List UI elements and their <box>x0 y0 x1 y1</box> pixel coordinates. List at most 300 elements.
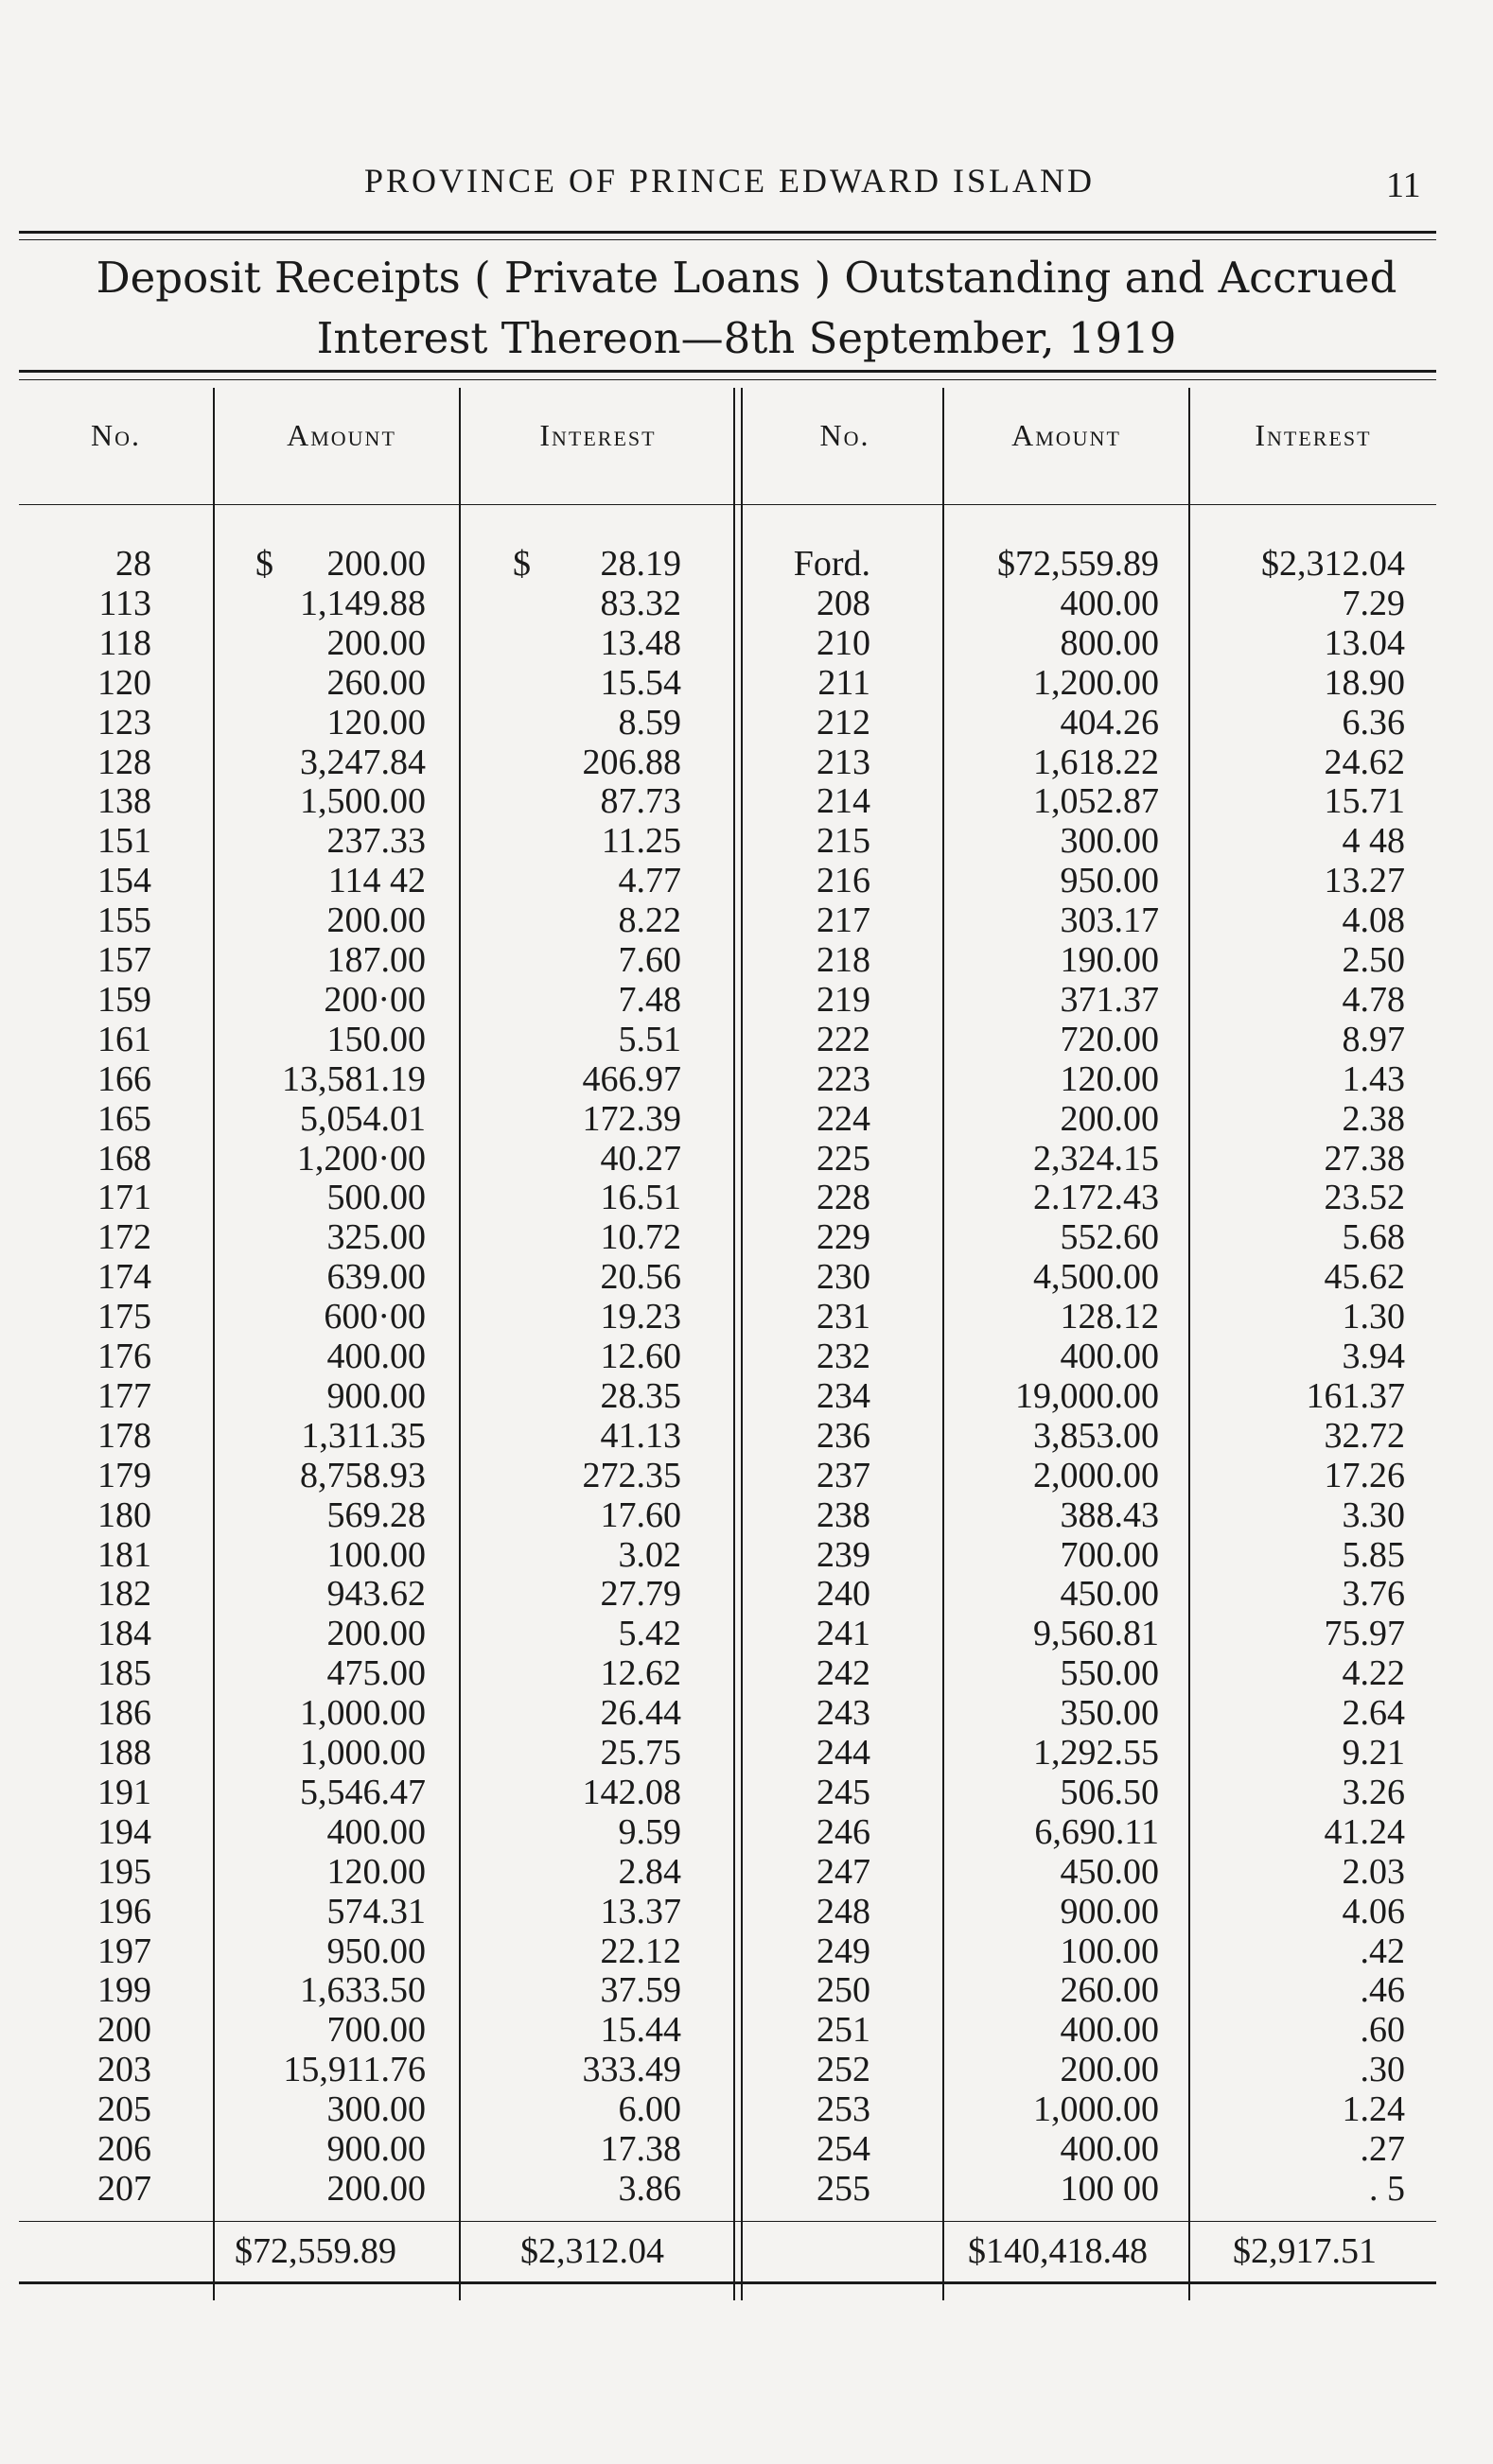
left-no: 166 <box>97 1058 151 1099</box>
left-no: 184 <box>97 1614 151 1654</box>
left-amount: 639.00 <box>326 1257 426 1298</box>
right-interest: 1.30 <box>1342 1297 1405 1337</box>
right-amount: 1,292.55 <box>1033 1733 1159 1773</box>
table-row <box>19 1852 1436 1892</box>
left-no: 157 <box>97 940 151 980</box>
table-row <box>19 743 1436 782</box>
left-interest: 41.13 <box>600 1415 681 1456</box>
right-amount: 404.26 <box>1060 702 1159 743</box>
title-line-1: Deposit Receipts ( Private Loans ) Outstanding and Accrued <box>96 253 1397 303</box>
left-no: 191 <box>97 1772 151 1812</box>
table-row <box>19 861 1436 900</box>
table-row <box>19 2129 1436 2169</box>
table-row <box>19 663 1436 703</box>
right-interest: .30 <box>1360 2050 1405 2090</box>
left-interest: 12.60 <box>600 1337 681 1376</box>
left-interest: 17.60 <box>600 1494 681 1535</box>
left-interest: 25.75 <box>600 1733 681 1773</box>
right-no: 239 <box>817 1534 870 1575</box>
right-amount: 1,618.22 <box>1033 742 1159 782</box>
column-header-rule <box>19 504 1436 505</box>
right-interest: 2.03 <box>1342 1851 1405 1892</box>
right-no: 240 <box>817 1574 870 1615</box>
left-no: 199 <box>97 1970 151 2011</box>
right-no: 252 <box>817 2050 870 2090</box>
right-interest: 4.06 <box>1342 1891 1405 1931</box>
left-no: 195 <box>97 1851 151 1892</box>
left-no: 179 <box>97 1455 151 1495</box>
left-no: 151 <box>97 821 151 862</box>
right-no: 228 <box>817 1178 870 1218</box>
left-amount: 120.00 <box>326 702 426 743</box>
right-no: 253 <box>817 2089 870 2130</box>
left-interest: 142.08 <box>582 1772 681 1812</box>
left-interest: 27.79 <box>600 1574 681 1615</box>
right-no: 255 <box>817 2168 870 2209</box>
right-no: 254 <box>817 2129 870 2169</box>
table-row <box>19 1892 1436 1931</box>
right-no: 249 <box>817 1931 870 1971</box>
left-no: 180 <box>97 1494 151 1535</box>
right-amount: 4,500.00 <box>1033 1257 1159 1298</box>
left-interest: 87.73 <box>600 781 681 822</box>
right-no: 242 <box>817 1653 870 1694</box>
left-no: 200 <box>97 2010 151 2051</box>
totals-row <box>19 2230 1436 2272</box>
left-no: 175 <box>97 1297 151 1337</box>
right-amount: 190.00 <box>1060 940 1159 980</box>
table-row <box>19 1139 1436 1179</box>
left-no: 128 <box>97 742 151 782</box>
left-interest: 2.84 <box>618 1851 681 1892</box>
right-interest: 161.37 <box>1306 1375 1405 1416</box>
right-amount: 700.00 <box>1060 1534 1159 1575</box>
table-row <box>19 1535 1436 1575</box>
right-no: 218 <box>817 940 870 980</box>
right-no: 213 <box>817 742 870 782</box>
left-amount: 400.00 <box>326 1337 426 1376</box>
right-interest: .42 <box>1360 1931 1405 1971</box>
right-amount: $72,559.89 <box>997 544 1159 584</box>
right-amount: 300.00 <box>1060 821 1159 862</box>
left-no: 154 <box>97 861 151 901</box>
left-amount: 574.31 <box>326 1891 426 1931</box>
left-amount: 5,546.47 <box>300 1772 426 1812</box>
right-interest: .27 <box>1360 2129 1405 2169</box>
left-interest: 7.60 <box>618 940 681 980</box>
right-interest: 13.27 <box>1324 861 1405 901</box>
right-interest: . 5 <box>1369 2168 1405 2209</box>
table-row <box>19 900 1436 940</box>
table-row <box>19 1376 1436 1416</box>
left-interest: 3.86 <box>618 2168 681 2209</box>
left-no: 118 <box>98 622 151 663</box>
right-amount: 400.00 <box>1060 583 1159 623</box>
right-interest: 4 48 <box>1342 821 1405 862</box>
right-no: 222 <box>817 1019 870 1059</box>
left-amount: 400.00 <box>326 1811 426 1852</box>
left-interest: 7.48 <box>618 979 681 1020</box>
left-no: 123 <box>97 702 151 743</box>
left-amount: 114 42 <box>327 861 426 901</box>
left-interest: 37.59 <box>600 1970 681 2011</box>
left-no: 155 <box>97 900 151 941</box>
left-amount: 569.28 <box>326 1494 426 1535</box>
right-amount: 900.00 <box>1060 1891 1159 1931</box>
right-interest: 3.94 <box>1342 1337 1405 1376</box>
title-line-2: Interest Thereon—8th September, 1919 <box>316 313 1177 363</box>
right-interest: 2.64 <box>1342 1693 1405 1734</box>
table-row <box>19 1416 1436 1456</box>
right-amount: 550.00 <box>1060 1653 1159 1694</box>
right-amount: 2,000.00 <box>1033 1455 1159 1495</box>
right-no: 246 <box>817 1811 870 1852</box>
left-amount: 13,581.19 <box>282 1058 426 1099</box>
right-amount: 100.00 <box>1060 1931 1159 1971</box>
right-amount: 400.00 <box>1060 2010 1159 2051</box>
right-interest: 27.38 <box>1324 1138 1405 1179</box>
right-amount: 9,560.81 <box>1033 1614 1159 1654</box>
right-no: 231 <box>817 1297 870 1337</box>
left-no: 28 <box>115 544 151 584</box>
left-interest: 9.59 <box>618 1811 681 1852</box>
amount-dollar-sign: $ <box>255 544 273 584</box>
left-no: 161 <box>97 1019 151 1059</box>
right-interest: 4.78 <box>1342 979 1405 1020</box>
right-no: 232 <box>817 1337 870 1376</box>
right-amount: 400.00 <box>1060 1337 1159 1376</box>
left-amount: 1,149.88 <box>300 583 426 623</box>
left-interest: 466.97 <box>582 1058 681 1099</box>
left-amount: 200.00 <box>326 544 426 584</box>
col-header-no-left: No. <box>91 418 141 452</box>
table-row <box>19 1970 1436 2010</box>
right-amount: 2.172.43 <box>1033 1178 1159 1218</box>
left-interest: 28.19 <box>600 544 681 584</box>
left-no: 205 <box>97 2089 151 2130</box>
right-interest: 13.04 <box>1324 622 1405 663</box>
right-no: 229 <box>817 1217 870 1258</box>
left-no: 172 <box>97 1217 151 1258</box>
left-amount: 325.00 <box>326 1217 426 1258</box>
right-no: 247 <box>817 1851 870 1892</box>
table-row <box>19 781 1436 821</box>
left-interest: 15.54 <box>600 662 681 703</box>
table-row <box>19 703 1436 743</box>
right-interest: 7.29 <box>1342 583 1405 623</box>
right-interest: 3.76 <box>1342 1574 1405 1615</box>
table-row <box>19 1693 1436 1733</box>
table-row <box>19 1217 1436 1257</box>
right-interest: 9.21 <box>1342 1733 1405 1773</box>
left-no: 207 <box>97 2168 151 2209</box>
right-no: 230 <box>817 1257 870 1298</box>
right-interest: 45.62 <box>1324 1257 1405 1298</box>
right-interest: 17.26 <box>1324 1455 1405 1495</box>
left-no: 188 <box>97 1733 151 1773</box>
left-no: 159 <box>97 979 151 1020</box>
left-amount: 260.00 <box>326 662 426 703</box>
table-row <box>19 2050 1436 2089</box>
right-amount: 200.00 <box>1060 2050 1159 2090</box>
table-title <box>0 248 1493 369</box>
right-amount: 371.37 <box>1060 979 1159 1020</box>
right-interest: 23.52 <box>1324 1178 1405 1218</box>
left-no: 206 <box>97 2129 151 2169</box>
table-row <box>19 1495 1436 1535</box>
left-no: 182 <box>97 1574 151 1615</box>
table-row <box>19 1297 1436 1337</box>
left-interest: 10.72 <box>600 1217 681 1258</box>
right-no: Ford. <box>793 544 870 584</box>
left-no: 176 <box>97 1337 151 1376</box>
right-no: 241 <box>817 1614 870 1654</box>
column-headers <box>19 369 1436 511</box>
left-no: 120 <box>97 662 151 703</box>
left-interest: 8.59 <box>618 702 681 743</box>
right-amount: 100 00 <box>1060 2168 1159 2209</box>
left-amount: 950.00 <box>326 1931 426 1971</box>
left-amount: 1,500.00 <box>300 781 426 822</box>
table-row <box>19 1773 1436 1812</box>
right-no: 245 <box>817 1772 870 1812</box>
right-interest: 32.72 <box>1324 1415 1405 1456</box>
total-amount-left: $72,559.89 <box>235 2231 396 2271</box>
left-amount: 943.62 <box>326 1574 426 1615</box>
right-amount: 552.60 <box>1060 1217 1159 1258</box>
col-header-interest-right: Interest <box>1255 418 1372 452</box>
left-interest: 4.77 <box>618 861 681 901</box>
right-no: 212 <box>817 702 870 743</box>
right-interest: 3.26 <box>1342 1772 1405 1812</box>
left-interest: 26.44 <box>600 1693 681 1734</box>
right-no: 244 <box>817 1733 870 1773</box>
left-no: 178 <box>97 1415 151 1456</box>
right-interest: 2.50 <box>1342 940 1405 980</box>
left-interest: 272.35 <box>582 1455 681 1495</box>
right-amount: 1,000.00 <box>1033 2089 1159 2130</box>
table-row <box>19 1574 1436 1614</box>
table-row <box>19 1257 1436 1297</box>
right-no: 210 <box>817 622 870 663</box>
left-interest: 20.56 <box>600 1257 681 1298</box>
right-no: 211 <box>817 662 870 703</box>
table-row <box>19 1653 1436 1693</box>
table-row <box>19 821 1436 861</box>
totals-rule <box>19 2221 1436 2222</box>
right-amount: 506.50 <box>1060 1772 1159 1812</box>
table-row <box>19 940 1436 980</box>
right-no: 243 <box>817 1693 870 1734</box>
right-no: 251 <box>817 2010 870 2051</box>
left-no: 174 <box>97 1257 151 1298</box>
right-no: 216 <box>817 861 870 901</box>
table-row <box>19 2169 1436 2209</box>
left-interest: 3.02 <box>618 1534 681 1575</box>
table-row <box>19 623 1436 663</box>
left-interest: 13.48 <box>600 622 681 663</box>
right-interest: .46 <box>1360 1970 1405 2011</box>
right-amount: 19,000.00 <box>1015 1375 1159 1416</box>
left-amount: 187.00 <box>326 940 426 980</box>
right-amount: 128.12 <box>1060 1297 1159 1337</box>
left-no: 194 <box>97 1811 151 1852</box>
table-row <box>19 1733 1436 1773</box>
left-no: 185 <box>97 1653 151 1694</box>
left-interest: 11.25 <box>601 821 681 862</box>
right-interest: 2.38 <box>1342 1098 1405 1139</box>
left-no: 196 <box>97 1891 151 1931</box>
right-interest: 4.22 <box>1342 1653 1405 1694</box>
table-row <box>19 1059 1436 1099</box>
table-row <box>19 1931 1436 1971</box>
table-bottom-rule <box>19 2281 1436 2284</box>
right-no: 250 <box>817 1970 870 2011</box>
col-header-no-right: No. <box>819 418 870 452</box>
right-no: 219 <box>817 979 870 1020</box>
total-interest-left: $2,312.04 <box>520 2231 664 2271</box>
left-amount: 475.00 <box>326 1653 426 1694</box>
right-interest: 6.36 <box>1342 702 1405 743</box>
table-row <box>19 1099 1436 1139</box>
left-no: 186 <box>97 1693 151 1734</box>
left-amount: 3,247.84 <box>300 742 426 782</box>
right-interest: 8.97 <box>1342 1019 1405 1059</box>
table-row <box>19 1456 1436 1495</box>
right-amount: 800.00 <box>1060 622 1159 663</box>
left-amount: 15,911.76 <box>283 2050 426 2090</box>
right-interest: 5.85 <box>1342 1534 1405 1575</box>
right-amount: 3,853.00 <box>1033 1415 1159 1456</box>
right-amount: 120.00 <box>1060 1058 1159 1099</box>
right-no: 238 <box>817 1494 870 1535</box>
left-amount: 200.00 <box>326 900 426 941</box>
left-amount: 500.00 <box>326 1178 426 1218</box>
left-interest: 206.88 <box>582 742 681 782</box>
left-amount: 200.00 <box>326 622 426 663</box>
right-amount: 450.00 <box>1060 1574 1159 1615</box>
right-no: 217 <box>817 900 870 941</box>
right-interest: 75.97 <box>1324 1614 1405 1654</box>
left-amount: 600·00 <box>324 1297 426 1337</box>
left-amount: 150.00 <box>326 1019 426 1059</box>
right-amount: 6,690.11 <box>1034 1811 1159 1852</box>
right-no: 214 <box>817 781 870 822</box>
col-header-amount-right: Amount <box>1011 418 1121 452</box>
page-number: 11 <box>1386 166 1421 205</box>
table-row <box>19 1337 1436 1376</box>
col-header-amount-left: Amount <box>287 418 396 452</box>
right-amount: 2,324.15 <box>1033 1138 1159 1179</box>
right-no: 225 <box>817 1138 870 1179</box>
right-amount: 720.00 <box>1060 1019 1159 1059</box>
left-amount: 1,311.35 <box>301 1415 426 1456</box>
left-interest: 16.51 <box>600 1178 681 1218</box>
left-interest: 28.35 <box>600 1375 681 1416</box>
right-no: 237 <box>817 1455 870 1495</box>
left-no: 171 <box>97 1178 151 1218</box>
left-amount: 100.00 <box>326 1534 426 1575</box>
right-interest: 1.24 <box>1342 2089 1405 2130</box>
left-no: 181 <box>97 1534 151 1575</box>
right-no: 248 <box>817 1891 870 1931</box>
table-row <box>19 544 1436 584</box>
left-interest: 5.51 <box>618 1019 681 1059</box>
right-amount: 1,052.87 <box>1033 781 1159 822</box>
table-row <box>19 1178 1436 1217</box>
right-amount: 200.00 <box>1060 1098 1159 1139</box>
right-interest: .60 <box>1360 2010 1405 2051</box>
left-no: 203 <box>97 2050 151 2090</box>
right-amount: 388.43 <box>1060 1494 1159 1535</box>
right-no: 215 <box>817 821 870 862</box>
left-amount: 120.00 <box>326 1851 426 1892</box>
left-interest: 13.37 <box>600 1891 681 1931</box>
right-interest: $2,312.04 <box>1261 544 1405 584</box>
left-interest: 6.00 <box>618 2089 681 2130</box>
right-interest: 1.43 <box>1342 1058 1405 1099</box>
left-amount: 8,758.93 <box>300 1455 426 1495</box>
right-interest: 5.68 <box>1342 1217 1405 1258</box>
left-interest: 333.49 <box>582 2050 681 2090</box>
left-interest: 8.22 <box>618 900 681 941</box>
left-interest: 83.32 <box>600 583 681 623</box>
right-no: 234 <box>817 1375 870 1416</box>
left-interest: 17.38 <box>600 2129 681 2169</box>
right-no: 236 <box>817 1415 870 1456</box>
left-amount: 200·00 <box>324 979 426 1020</box>
interest-dollar-sign: $ <box>513 544 531 584</box>
left-amount: 700.00 <box>326 2010 426 2051</box>
left-interest: 172.39 <box>582 1098 681 1139</box>
left-amount: 300.00 <box>326 2089 426 2130</box>
left-amount: 237.33 <box>326 821 426 862</box>
left-no: 197 <box>97 1931 151 1971</box>
col-header-interest-left: Interest <box>539 418 657 452</box>
left-amount: 1,000.00 <box>300 1733 426 1773</box>
left-interest: 5.42 <box>618 1614 681 1654</box>
right-amount: 1,200.00 <box>1033 662 1159 703</box>
page-header <box>0 161 1493 218</box>
table-row <box>19 1812 1436 1852</box>
left-amount: 1,200·00 <box>296 1138 426 1179</box>
left-amount: 1,000.00 <box>300 1693 426 1734</box>
table-row <box>19 2010 1436 2050</box>
right-interest: 3.30 <box>1342 1494 1405 1535</box>
table-row <box>19 2089 1436 2129</box>
right-interest: 24.62 <box>1324 742 1405 782</box>
left-amount: 1,633.50 <box>300 1970 426 2011</box>
left-amount: 900.00 <box>326 1375 426 1416</box>
right-interest: 4.08 <box>1342 900 1405 941</box>
left-interest: 15.44 <box>600 2010 681 2051</box>
right-amount: 350.00 <box>1060 1693 1159 1734</box>
left-amount: 200.00 <box>326 2168 426 2209</box>
header-rule-thick <box>19 231 1436 234</box>
right-amount: 400.00 <box>1060 2129 1159 2169</box>
header-rule-thin <box>19 239 1436 240</box>
left-no: 138 <box>97 781 151 822</box>
right-amount: 950.00 <box>1060 861 1159 901</box>
right-no: 223 <box>817 1058 870 1099</box>
total-interest-right: $2,917.51 <box>1233 2231 1377 2271</box>
right-no: 224 <box>817 1098 870 1139</box>
table-row <box>19 980 1436 1020</box>
left-interest: 40.27 <box>600 1138 681 1179</box>
right-amount: 303.17 <box>1060 900 1159 941</box>
left-no: 168 <box>97 1138 151 1179</box>
right-interest: 41.24 <box>1324 1811 1405 1852</box>
